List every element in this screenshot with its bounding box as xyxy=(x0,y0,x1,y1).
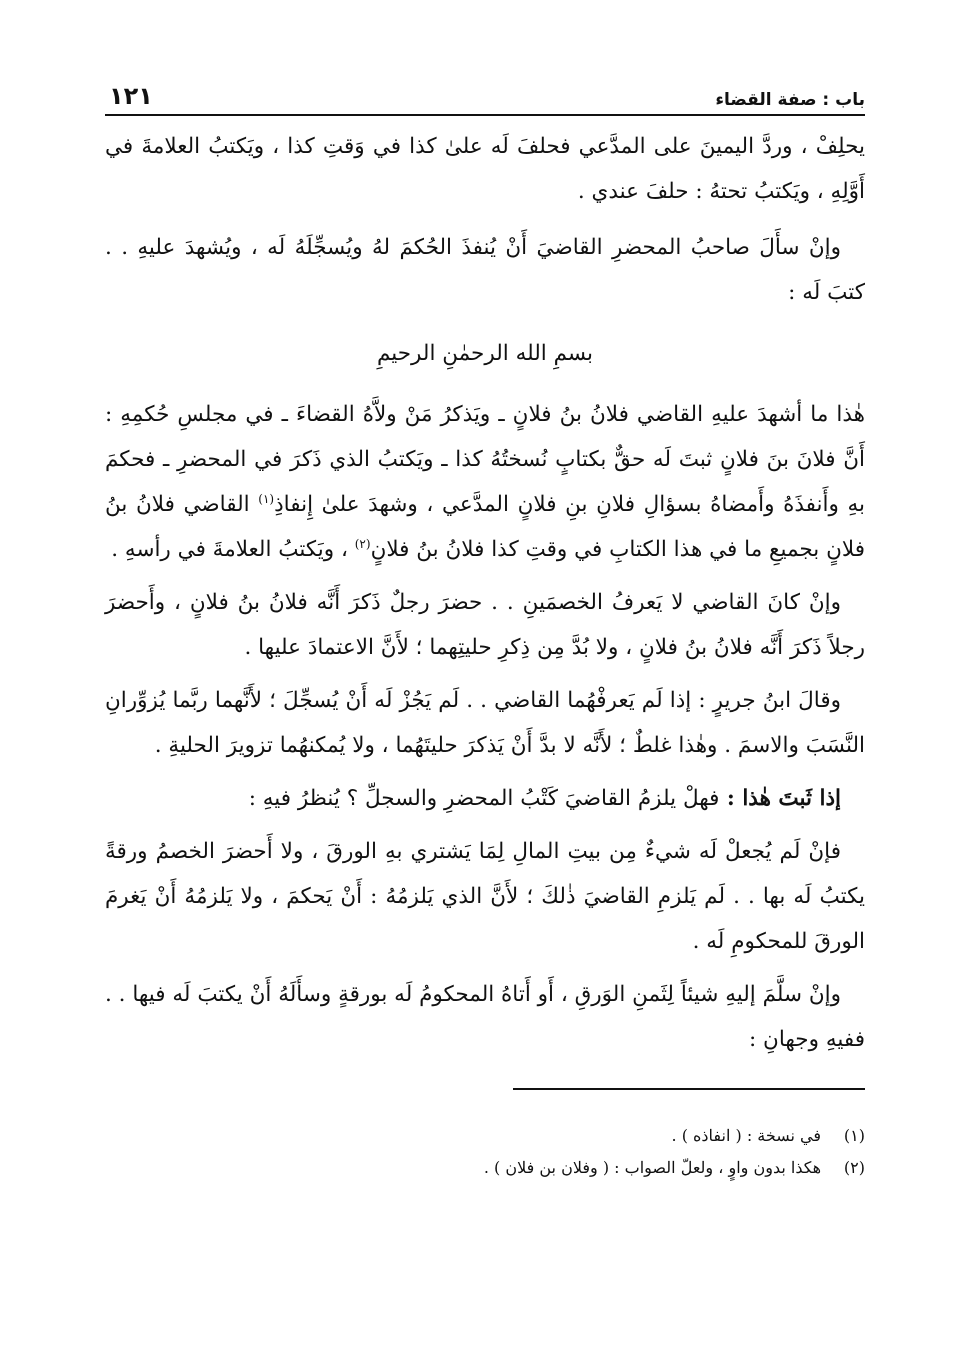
footnote-number: (٢) xyxy=(843,1158,865,1177)
page-number: ١٢١ xyxy=(109,82,153,110)
paragraph-3 xyxy=(105,392,865,572)
book-page xyxy=(105,70,865,1184)
paragraph-6-text: فهلْ يلزمُ القاضيَ كَتْبُ المحضرِ والسجلِّ ؟ يُنظرُ فيهِ : xyxy=(248,786,720,811)
paragraph-5: وقالَ ابنُ جريرٍ : إذا لَم يَعرفْهُما القاضي . . لَم يَجُزْ لَه أَنْ يُسجِّلَ ؛ لأَنَّهما ربَّما يُزوِّرانِ النَّسَبَ والاسمَ . وهٰذا غلطٌ ؛ لأَنَّه لا بدَّ أَنْ يَذكرَ حليتَهُما ، ولا يُمكنهُما تزويرَ الحليةِ . xyxy=(105,688,865,758)
paragraph-3-continuation: القاضي فلانُ بنُ فلانٍ بجميعِ ما في هذا الكتابِ في وقتِ كذا فلانُ بنُ فلانٍ xyxy=(105,492,865,562)
basmala: بسمِ الله الرحمٰنِ الرحيمِ xyxy=(376,341,594,366)
footnote-text: هكذا بدون واوٍ ، ولعلّ الصواب : ( وفلان بن فلان ) . xyxy=(483,1158,821,1177)
footnote-ref-2: (٢) xyxy=(354,536,371,551)
paragraph-4: وإنْ كانَ القاضي لا يَعرفُ الخصمَينِ . . حضرَ رجلٌ ذَكرَ أَنَّه فلانُ بنُ فلانٍ ، وأَحضرَ رجلاً ذَكرَ أَنَّه فلانُ بنُ فلانٍ ، ولا بُدَّ مِن ذِكرِ حليتِهما ؛ لأَنَّ الاعتمادَ عليها . xyxy=(105,590,865,660)
paragraph-2: وإنْ سأَلَ صاحبُ المحضرِ القاضيَ أَنْ يُنفذَ الحُكمَ لهُ ويُسجِّلَهُ لَه ، ويُشهدَ عليهِ . . كتبَ لَه : xyxy=(105,235,865,305)
paragraph-3-ending: ، ويَكتبُ العلامةَ في رأسهِ . xyxy=(111,537,355,562)
paragraph-3-text: هٰذا ما أشهدَ عليهِ القاضي فلانُ بنُ فلانٍ ـ ويَذكرُ مَنْ ولاَّهُ القضاءَ ـ في مجلسِ حُكمِهِ : أَنَّ فلانَ بنَ فلانٍ ثبتَ لَه حقٌّ بكتابٍ نُسختُهُ كذا ـ ويَكتبُ الذي ذَكرَ في المحضرِ ـ فحكمَ بهِ وأَنفذَهُ وأَمضاهُ بسؤالِ فلانِ بنِ فلانٍ المدَّعي ، وشهدَ علىٰ إِنفاذِ xyxy=(105,402,865,517)
chapter-title: باب : صفة القضاء xyxy=(715,90,865,110)
paragraph-7: فإنْ لَم يُجعلْ لَه شيءٌ مِن بيتِ المالِ لِمَا يَشتري بهِ الورقَ ، ولا أَحضرَ الخصمُ ورقةً يكتبُ لَه بها . . لَم يَلزمِ القاضيَ ذٰلكَ ؛ لأَنَّ الذي يَلزمُهُ : أَنْ يَحكمَ ، ولا يَلزمُهُ أَنْ يَغرمَ الورقَ للمحكومِ لَه . xyxy=(105,839,865,954)
paragraph-6-lead: إذا ثَبتَ هٰذا : xyxy=(719,786,841,811)
footnote-divider xyxy=(513,1088,865,1090)
footnote-ref-1: (١) xyxy=(258,491,275,506)
footnotes xyxy=(105,1120,865,1184)
main-text xyxy=(105,124,865,1062)
footnote-text: في نسخة : ( انفاذه ) . xyxy=(671,1126,821,1145)
paragraph-1: يحلِفْ ، وردَّ اليمينَ على المدَّعي فحلفَ لَه علىٰ كذا في وَقتِ كذا ، ويَكتبُ العلامةَ في أَوَّلِهِ ، ويَكتبُ تحتهُ : حلفَ عندي . xyxy=(105,134,865,204)
footnote-2 xyxy=(105,1152,865,1184)
paragraph-8: وإنْ سلَّمَ إليهِ شيئاً لِثَمنِ الوَرقِ ، أَو أَتاهُ المحكومُ لَه بورقةٍ وسأَلَهُ أَنْ يكتبَ لَه فيها . . ففيهِ وجهانِ : xyxy=(105,982,865,1052)
paragraph-6 xyxy=(105,776,865,821)
page-header xyxy=(105,70,865,116)
footnote-1 xyxy=(105,1120,865,1152)
footnote-number: (١) xyxy=(843,1126,865,1145)
